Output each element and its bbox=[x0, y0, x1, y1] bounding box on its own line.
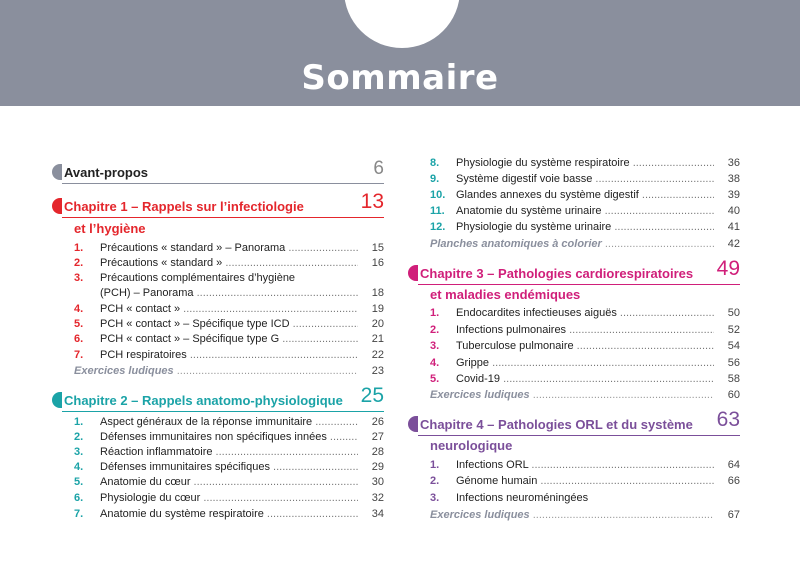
toc-entry[interactable]: 4. Grippe ..... 56 bbox=[430, 356, 740, 371]
toc-entry[interactable]: 1. Précautions « standard » – Panorama ..... 15 bbox=[74, 241, 384, 256]
divider bbox=[418, 284, 740, 285]
toc-entry[interactable]: 3. Réaction inflammatoire ..... 28 bbox=[74, 445, 384, 460]
toc-entry[interactable]: 5. Anatomie du cœur ..... 30 bbox=[74, 475, 384, 490]
toc-entry[interactable]: 5. Covid-19 ..... 58 bbox=[430, 372, 740, 387]
toc-entry[interactable]: 1. Aspect généraux de la réponse immunitaire ..... 26 bbox=[74, 415, 384, 430]
divider bbox=[418, 435, 740, 436]
toc-entry[interactable]: 9. Système digestif voie basse ..... 38 bbox=[430, 172, 740, 187]
toc-entry[interactable]: 1. Endocardites infectieuses aiguës ..... 50 bbox=[430, 306, 740, 321]
toc-entry[interactable]: 4. Défenses immunitaires spécifiques ..... 29 bbox=[74, 460, 384, 475]
page-number: 13 bbox=[360, 190, 384, 213]
page-number: 63 bbox=[716, 408, 740, 431]
toc-extra-entry[interactable]: Planches anatomiques à colorier ..... 42 bbox=[430, 237, 740, 252]
toc-entry[interactable]: 5. PCH « contact » – Spécifique type ICD ..... 20 bbox=[74, 317, 384, 332]
chapter-marker-icon bbox=[408, 416, 418, 432]
toc-extra-entry[interactable]: Exercices ludiques ..... 23 bbox=[74, 364, 384, 379]
toc-entry[interactable]: 1. Infections ORL ..... 64 bbox=[430, 458, 740, 473]
divider bbox=[62, 411, 384, 412]
chapter-marker-icon bbox=[52, 392, 62, 408]
page-number: 6 bbox=[373, 158, 384, 179]
toc-entry[interactable]: 11. Anatomie du système urinaire ..... 40 bbox=[430, 204, 740, 219]
toc-entry[interactable]: 2. Génome humain ..... 66 bbox=[430, 474, 740, 489]
toc-entry[interactable]: 6. Physiologie du cœur ..... 32 bbox=[74, 491, 384, 506]
toc-extra-entry[interactable]: Exercices ludiques ..... 60 bbox=[430, 388, 740, 403]
chapter-marker-icon bbox=[52, 198, 62, 214]
divider bbox=[62, 183, 384, 184]
toc-entry[interactable]: 3. Tuberculose pulmonaire ..... 54 bbox=[430, 339, 740, 354]
page-title: Sommaire bbox=[301, 58, 499, 98]
divider bbox=[62, 217, 384, 218]
toc-entry-continued[interactable]: (PCH) – Panorama ..... 18 bbox=[74, 286, 384, 301]
toc-entry[interactable]: 7. Anatomie du système respiratoire ..... 34 bbox=[74, 507, 384, 522]
page-number: 25 bbox=[360, 384, 384, 407]
chapter-marker-icon bbox=[408, 265, 418, 281]
toc-entry[interactable]: 8. Physiologie du système respiratoire ..... 36 bbox=[430, 156, 740, 171]
toc-entry[interactable]: 12. Physiologie du système urinaire ..... 41 bbox=[430, 220, 740, 235]
toc-entry[interactable]: 7. PCH respiratoires ..... 22 bbox=[74, 348, 384, 363]
toc-entry[interactable]: 3. Précautions complémentaires d’hygiène bbox=[74, 272, 296, 284]
toc-entry[interactable]: 6. PCH « contact » – Spécifique type G ..... 21 bbox=[74, 332, 384, 347]
header-circle bbox=[344, 0, 460, 48]
header-banner bbox=[0, 0, 800, 106]
toc-entry[interactable]: 10. Glandes annexes du système digestif ..... 39 bbox=[430, 188, 740, 203]
toc-entry[interactable]: 4. PCH « contact » ..... 19 bbox=[74, 302, 384, 317]
toc-entry[interactable]: 2. Précautions « standard » ..... 16 bbox=[74, 256, 384, 271]
toc-entry[interactable]: 2. Infections pulmonaires ..... 52 bbox=[430, 323, 740, 338]
toc-extra-entry[interactable]: Exercices ludiques ..... 67 bbox=[430, 508, 740, 523]
chapter-marker-icon bbox=[52, 164, 62, 180]
toc-entry[interactable]: 3. Infections neuroméningées bbox=[430, 492, 589, 504]
page-number: 49 bbox=[716, 257, 740, 280]
toc-entry[interactable]: 2. Défenses immunitaires non spécifiques innées ..... 27 bbox=[74, 430, 384, 445]
